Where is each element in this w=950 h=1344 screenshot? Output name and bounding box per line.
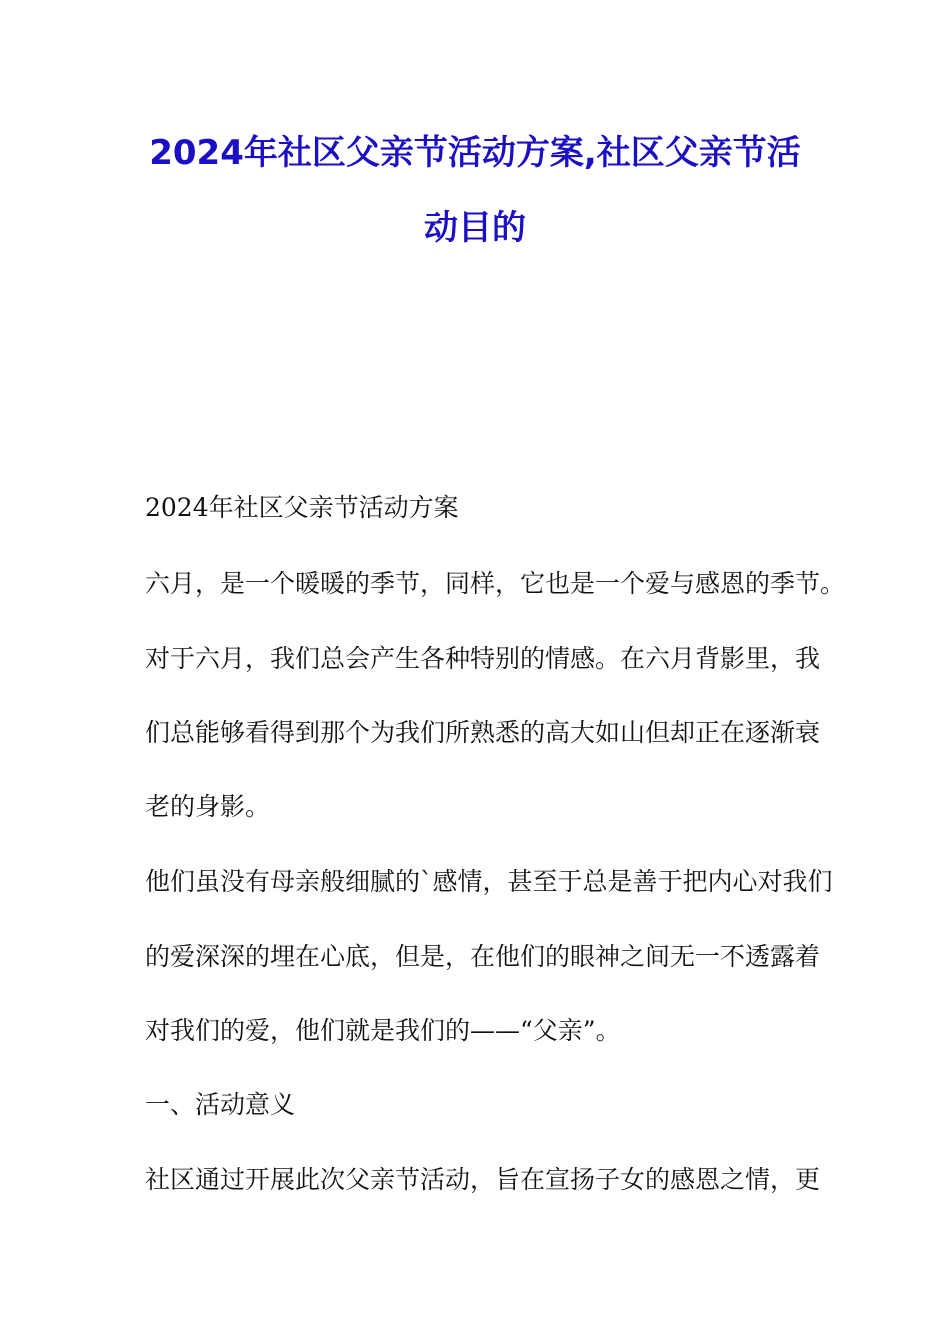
paragraph-line: 们总能够看得到那个为我们所熟悉的高大如山但却正在逐渐衰	[145, 718, 821, 747]
document-title-line-1: 2024年社区父亲节活动方案,社区父亲节活	[149, 133, 801, 173]
paragraph-line: 他们虽没有母亲般细腻的`感情，甚至于总是善于把内心对我们	[145, 867, 833, 896]
section-heading-activity-meaning: 一、活动意义	[145, 1090, 296, 1119]
paragraph-line: 社区通过开展此次父亲节活动，旨在宣扬子女的感恩之情，更	[145, 1165, 821, 1194]
paragraph-line: 老的身影。	[145, 792, 271, 821]
document-title-line-2: 动目的	[424, 208, 526, 248]
section-heading-plan: 2024年社区父亲节活动方案	[145, 493, 459, 522]
paragraph-line: 的爱深深的埋在心底，但是，在他们的眼神之间无一不透露着	[145, 942, 821, 971]
paragraph-line: 对我们的爱，他们就是我们的——“父亲”。	[145, 1016, 621, 1045]
paragraph-line: 对于六月，我们总会产生各种特别的情感。在六月背影里，我	[145, 644, 821, 673]
paragraph-line: 六月，是一个暖暖的季节，同样，它也是一个爱与感恩的季节。	[145, 569, 846, 598]
